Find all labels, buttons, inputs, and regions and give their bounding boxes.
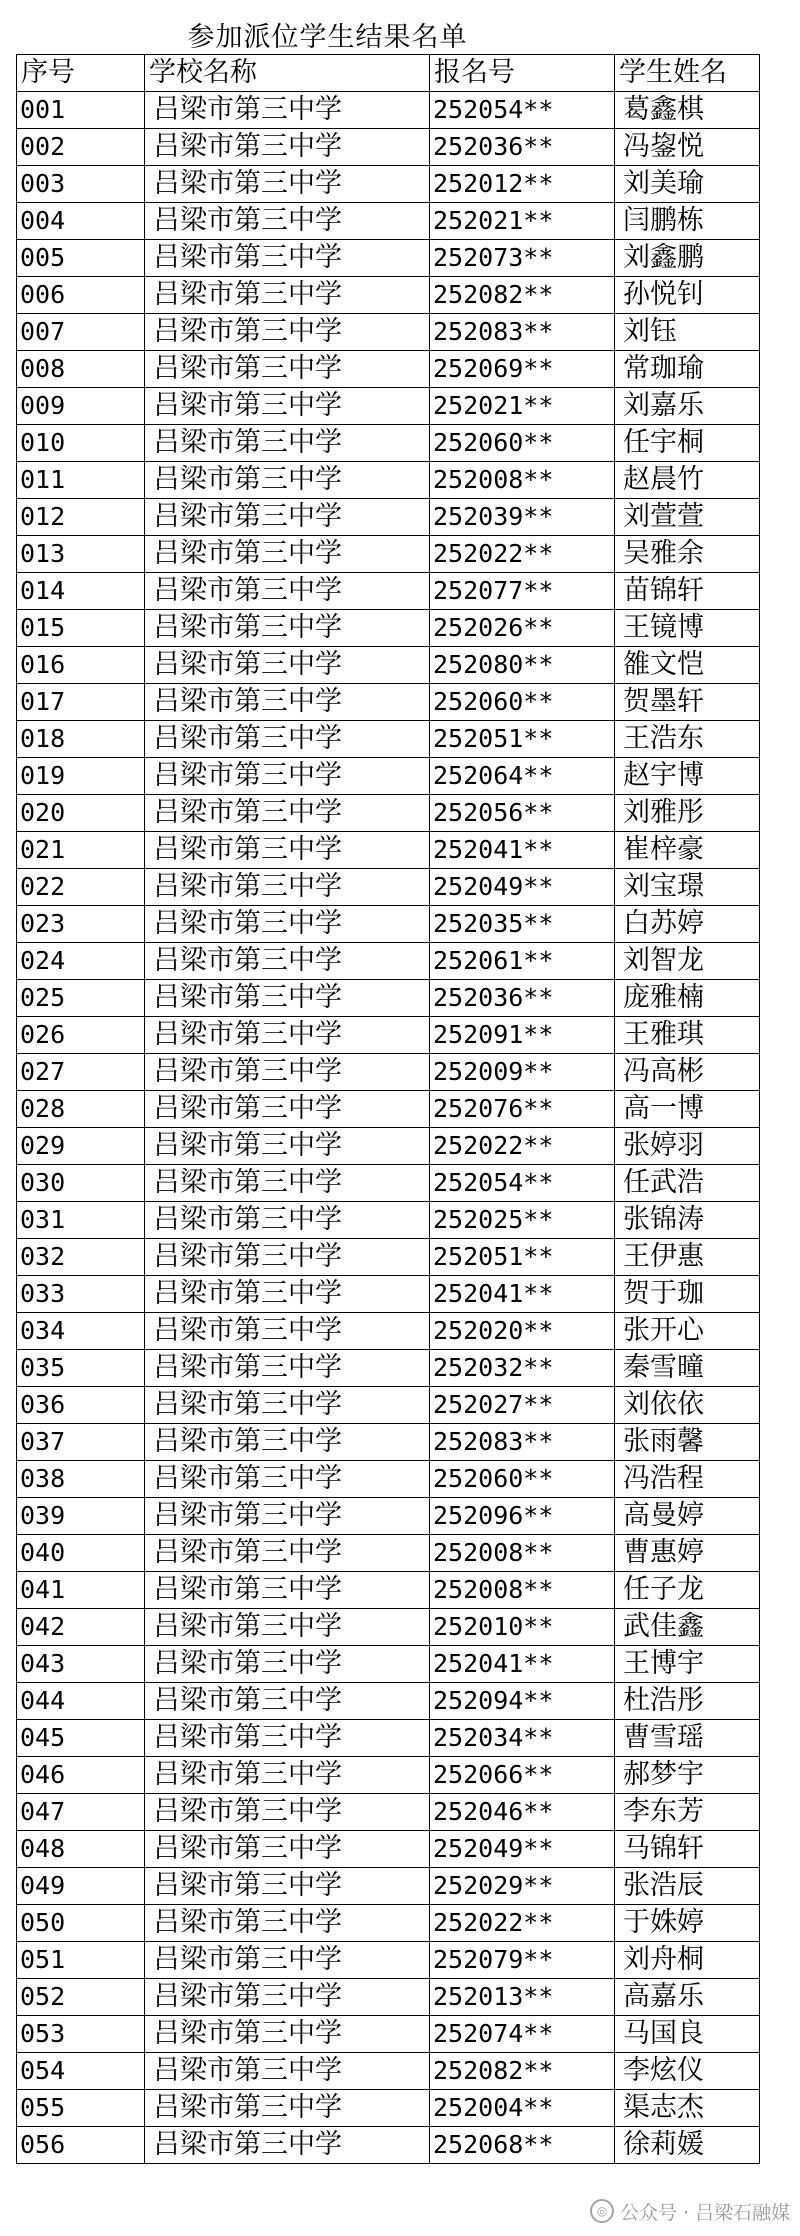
table-row bbox=[17, 314, 760, 351]
serial-cell: 042 bbox=[17, 1609, 145, 1646]
school-cell: 吕梁市第三中学 bbox=[145, 1313, 430, 1350]
student-name-cell: 刘依依 bbox=[615, 1387, 760, 1424]
table-row bbox=[17, 462, 760, 499]
school-cell: 吕梁市第三中学 bbox=[145, 758, 430, 795]
serial-cell: 026 bbox=[17, 1017, 145, 1054]
serial-cell: 036 bbox=[17, 1387, 145, 1424]
school-cell: 吕梁市第三中学 bbox=[145, 1239, 430, 1276]
serial-cell: 045 bbox=[17, 1720, 145, 1757]
table-row bbox=[17, 1498, 760, 1535]
school-cell: 吕梁市第三中学 bbox=[145, 1683, 430, 1720]
school-cell: 吕梁市第三中学 bbox=[145, 943, 430, 980]
table-row bbox=[17, 1054, 760, 1091]
school-cell: 吕梁市第三中学 bbox=[145, 832, 430, 869]
school-cell: 吕梁市第三中学 bbox=[145, 1202, 430, 1239]
reg-number-cell: 252054** bbox=[430, 92, 615, 129]
table-row bbox=[17, 1868, 760, 1905]
student-name-cell: 刘智龙 bbox=[615, 943, 760, 980]
school-cell: 吕梁市第三中学 bbox=[145, 1979, 430, 2016]
reg-number-cell: 252026** bbox=[430, 610, 615, 647]
table-row bbox=[17, 832, 760, 869]
serial-cell: 037 bbox=[17, 1424, 145, 1461]
header-reg-number: 报名号 bbox=[430, 55, 615, 92]
table-row bbox=[17, 2016, 760, 2053]
school-cell: 吕梁市第三中学 bbox=[145, 388, 430, 425]
table-row bbox=[17, 573, 760, 610]
reg-number-cell: 252060** bbox=[430, 1461, 615, 1498]
reg-number-cell: 252012** bbox=[430, 166, 615, 203]
table-row bbox=[17, 1757, 760, 1794]
serial-cell: 017 bbox=[17, 684, 145, 721]
student-name-cell: 杜浩彤 bbox=[615, 1683, 760, 1720]
student-name-cell: 刘嘉乐 bbox=[615, 388, 760, 425]
table-row bbox=[17, 1128, 760, 1165]
serial-cell: 020 bbox=[17, 795, 145, 832]
student-name-cell: 王雅琪 bbox=[615, 1017, 760, 1054]
serial-cell: 048 bbox=[17, 1831, 145, 1868]
student-name-cell: 徐莉媛 bbox=[615, 2127, 760, 2164]
header-school: 学校名称 bbox=[145, 55, 430, 92]
reg-number-cell: 252036** bbox=[430, 129, 615, 166]
serial-cell: 027 bbox=[17, 1054, 145, 1091]
school-cell: 吕梁市第三中学 bbox=[145, 1350, 430, 1387]
header-serial: 序号 bbox=[17, 55, 145, 92]
table-row bbox=[17, 1720, 760, 1757]
school-cell: 吕梁市第三中学 bbox=[145, 1646, 430, 1683]
table-row bbox=[17, 721, 760, 758]
student-name-cell: 秦雪曈 bbox=[615, 1350, 760, 1387]
student-name-cell: 王伊惠 bbox=[615, 1239, 760, 1276]
reg-number-cell: 252069** bbox=[430, 351, 615, 388]
reg-number-cell: 252020** bbox=[430, 1313, 615, 1350]
school-cell: 吕梁市第三中学 bbox=[145, 1017, 430, 1054]
reg-number-cell: 252041** bbox=[430, 1646, 615, 1683]
student-name-cell: 张婷羽 bbox=[615, 1128, 760, 1165]
reg-number-cell: 252074** bbox=[430, 2016, 615, 2053]
reg-number-cell: 252091** bbox=[430, 1017, 615, 1054]
student-name-cell: 于姝婷 bbox=[615, 1905, 760, 1942]
serial-cell: 005 bbox=[17, 240, 145, 277]
school-cell: 吕梁市第三中学 bbox=[145, 2016, 430, 2053]
reg-number-cell: 252010** bbox=[430, 1609, 615, 1646]
serial-cell: 024 bbox=[17, 943, 145, 980]
reg-number-cell: 252013** bbox=[430, 1979, 615, 2016]
school-cell: 吕梁市第三中学 bbox=[145, 1424, 430, 1461]
reg-number-cell: 252076** bbox=[430, 1091, 615, 1128]
table-row bbox=[17, 1424, 760, 1461]
header-row bbox=[17, 55, 760, 92]
table-row bbox=[17, 1276, 760, 1313]
table-row bbox=[17, 1165, 760, 1202]
student-name-cell: 刘鑫鹏 bbox=[615, 240, 760, 277]
reg-number-cell: 252022** bbox=[430, 536, 615, 573]
reg-number-cell: 252035** bbox=[430, 906, 615, 943]
student-name-cell: 渠志杰 bbox=[615, 2090, 760, 2127]
serial-cell: 025 bbox=[17, 980, 145, 1017]
school-cell: 吕梁市第三中学 bbox=[145, 1794, 430, 1831]
reg-number-cell: 252041** bbox=[430, 832, 615, 869]
table-row bbox=[17, 906, 760, 943]
school-cell: 吕梁市第三中学 bbox=[145, 573, 430, 610]
school-cell: 吕梁市第三中学 bbox=[145, 536, 430, 573]
watermark-text: 公众号 · 吕梁石融媒 bbox=[620, 2201, 791, 2224]
table-row bbox=[17, 980, 760, 1017]
serial-cell: 053 bbox=[17, 2016, 145, 2053]
serial-cell: 001 bbox=[17, 92, 145, 129]
table-row bbox=[17, 943, 760, 980]
serial-cell: 031 bbox=[17, 1202, 145, 1239]
reg-number-cell: 252064** bbox=[430, 758, 615, 795]
school-cell: 吕梁市第三中学 bbox=[145, 314, 430, 351]
table-row bbox=[17, 758, 760, 795]
table-row bbox=[17, 647, 760, 684]
table-row bbox=[17, 1979, 760, 2016]
student-name-cell: 武佳鑫 bbox=[615, 1609, 760, 1646]
student-name-cell: 任武浩 bbox=[615, 1165, 760, 1202]
student-name-cell: 冯浩程 bbox=[615, 1461, 760, 1498]
school-cell: 吕梁市第三中学 bbox=[145, 1905, 430, 1942]
student-name-cell: 赵晨竹 bbox=[615, 462, 760, 499]
school-cell: 吕梁市第三中学 bbox=[145, 240, 430, 277]
table-row bbox=[17, 1609, 760, 1646]
reg-number-cell: 252029** bbox=[430, 1868, 615, 1905]
table-row bbox=[17, 1387, 760, 1424]
student-name-cell: 赵宇博 bbox=[615, 758, 760, 795]
reg-number-cell: 252046** bbox=[430, 1794, 615, 1831]
reg-number-cell: 252083** bbox=[430, 1424, 615, 1461]
school-cell: 吕梁市第三中学 bbox=[145, 499, 430, 536]
school-cell: 吕梁市第三中学 bbox=[145, 1276, 430, 1313]
school-cell: 吕梁市第三中学 bbox=[145, 721, 430, 758]
reg-number-cell: 252008** bbox=[430, 1535, 615, 1572]
serial-cell: 003 bbox=[17, 166, 145, 203]
serial-cell: 021 bbox=[17, 832, 145, 869]
student-name-cell: 张雨馨 bbox=[615, 1424, 760, 1461]
school-cell: 吕梁市第三中学 bbox=[145, 1461, 430, 1498]
table-row bbox=[17, 795, 760, 832]
reg-number-cell: 252060** bbox=[430, 684, 615, 721]
table-row bbox=[17, 1942, 760, 1979]
school-cell: 吕梁市第三中学 bbox=[145, 1572, 430, 1609]
serial-cell: 039 bbox=[17, 1498, 145, 1535]
school-cell: 吕梁市第三中学 bbox=[145, 1165, 430, 1202]
school-cell: 吕梁市第三中学 bbox=[145, 351, 430, 388]
table-row bbox=[17, 1683, 760, 1720]
student-name-cell: 高一博 bbox=[615, 1091, 760, 1128]
student-name-cell: 吴雅余 bbox=[615, 536, 760, 573]
student-name-cell: 王浩东 bbox=[615, 721, 760, 758]
table-row bbox=[17, 610, 760, 647]
school-cell: 吕梁市第三中学 bbox=[145, 1831, 430, 1868]
header-student-name: 学生姓名 bbox=[615, 55, 760, 92]
serial-cell: 054 bbox=[17, 2053, 145, 2090]
school-cell: 吕梁市第三中学 bbox=[145, 684, 430, 721]
student-name-cell: 刘美瑜 bbox=[615, 166, 760, 203]
reg-number-cell: 252034** bbox=[430, 1720, 615, 1757]
serial-cell: 043 bbox=[17, 1646, 145, 1683]
student-name-cell: 张锦涛 bbox=[615, 1202, 760, 1239]
school-cell: 吕梁市第三中学 bbox=[145, 2053, 430, 2090]
table-row bbox=[17, 1350, 760, 1387]
serial-cell: 006 bbox=[17, 277, 145, 314]
student-name-cell: 曹惠婷 bbox=[615, 1535, 760, 1572]
school-cell: 吕梁市第三中学 bbox=[145, 425, 430, 462]
reg-number-cell: 252051** bbox=[430, 721, 615, 758]
student-name-cell: 郝梦宇 bbox=[615, 1757, 760, 1794]
serial-cell: 015 bbox=[17, 610, 145, 647]
student-name-cell: 常珈瑜 bbox=[615, 351, 760, 388]
reg-number-cell: 252079** bbox=[430, 1942, 615, 1979]
school-cell: 吕梁市第三中学 bbox=[145, 610, 430, 647]
serial-cell: 002 bbox=[17, 129, 145, 166]
school-cell: 吕梁市第三中学 bbox=[145, 2090, 430, 2127]
serial-cell: 016 bbox=[17, 647, 145, 684]
student-name-cell: 刘宝璟 bbox=[615, 869, 760, 906]
school-cell: 吕梁市第三中学 bbox=[145, 166, 430, 203]
reg-number-cell: 252049** bbox=[430, 869, 615, 906]
reg-number-cell: 252082** bbox=[430, 277, 615, 314]
school-cell: 吕梁市第三中学 bbox=[145, 647, 430, 684]
school-cell: 吕梁市第三中学 bbox=[145, 2127, 430, 2164]
table-row bbox=[17, 1794, 760, 1831]
reg-number-cell: 252027** bbox=[430, 1387, 615, 1424]
reg-number-cell: 252022** bbox=[430, 1905, 615, 1942]
student-name-cell: 葛鑫棋 bbox=[615, 92, 760, 129]
school-cell: 吕梁市第三中学 bbox=[145, 1054, 430, 1091]
reg-number-cell: 252051** bbox=[430, 1239, 615, 1276]
student-name-cell: 刘雅彤 bbox=[615, 795, 760, 832]
student-name-cell: 闫鹏栋 bbox=[615, 203, 760, 240]
serial-cell: 012 bbox=[17, 499, 145, 536]
school-cell: 吕梁市第三中学 bbox=[145, 1757, 430, 1794]
table-row bbox=[17, 203, 760, 240]
table-row bbox=[17, 1091, 760, 1128]
reg-number-cell: 252008** bbox=[430, 462, 615, 499]
student-name-cell: 刘钰 bbox=[615, 314, 760, 351]
student-name-cell: 王镜博 bbox=[615, 610, 760, 647]
school-cell: 吕梁市第三中学 bbox=[145, 1091, 430, 1128]
school-cell: 吕梁市第三中学 bbox=[145, 277, 430, 314]
reg-number-cell: 252066** bbox=[430, 1757, 615, 1794]
school-cell: 吕梁市第三中学 bbox=[145, 906, 430, 943]
student-name-cell: 贺墨轩 bbox=[615, 684, 760, 721]
watermark bbox=[590, 2194, 790, 2228]
reg-number-cell: 252039** bbox=[430, 499, 615, 536]
reg-number-cell: 252049** bbox=[430, 1831, 615, 1868]
reg-number-cell: 252008** bbox=[430, 1572, 615, 1609]
reg-number-cell: 252054** bbox=[430, 1165, 615, 1202]
school-cell: 吕梁市第三中学 bbox=[145, 1498, 430, 1535]
table-row bbox=[17, 1239, 760, 1276]
reg-number-cell: 252036** bbox=[430, 980, 615, 1017]
school-cell: 吕梁市第三中学 bbox=[145, 203, 430, 240]
serial-cell: 007 bbox=[17, 314, 145, 351]
reg-number-cell: 252073** bbox=[430, 240, 615, 277]
serial-cell: 052 bbox=[17, 1979, 145, 2016]
serial-cell: 028 bbox=[17, 1091, 145, 1128]
serial-cell: 011 bbox=[17, 462, 145, 499]
table-row bbox=[17, 351, 760, 388]
serial-cell: 029 bbox=[17, 1128, 145, 1165]
student-name-cell: 高嘉乐 bbox=[615, 1979, 760, 2016]
reg-number-cell: 252056** bbox=[430, 795, 615, 832]
school-cell: 吕梁市第三中学 bbox=[145, 1128, 430, 1165]
table-row bbox=[17, 2090, 760, 2127]
table-row bbox=[17, 240, 760, 277]
reg-number-cell: 252025** bbox=[430, 1202, 615, 1239]
sheet-title: 参加派位学生结果名单 bbox=[187, 21, 468, 53]
serial-cell: 034 bbox=[17, 1313, 145, 1350]
reg-number-cell: 252021** bbox=[430, 203, 615, 240]
serial-cell: 051 bbox=[17, 1942, 145, 1979]
table-row bbox=[17, 1202, 760, 1239]
reg-number-cell: 252009** bbox=[430, 1054, 615, 1091]
serial-cell: 050 bbox=[17, 1905, 145, 1942]
serial-cell: 047 bbox=[17, 1794, 145, 1831]
student-name-cell: 曹雪瑶 bbox=[615, 1720, 760, 1757]
student-name-cell: 李炫仪 bbox=[615, 2053, 760, 2090]
school-cell: 吕梁市第三中学 bbox=[145, 1868, 430, 1905]
reg-number-cell: 252061** bbox=[430, 943, 615, 980]
student-name-cell: 刘舟桐 bbox=[615, 1942, 760, 1979]
table-row bbox=[17, 684, 760, 721]
table-row bbox=[17, 277, 760, 314]
serial-cell: 055 bbox=[17, 2090, 145, 2127]
school-cell: 吕梁市第三中学 bbox=[145, 1720, 430, 1757]
school-cell: 吕梁市第三中学 bbox=[145, 869, 430, 906]
table-row bbox=[17, 2127, 760, 2164]
reg-number-cell: 252094** bbox=[430, 1683, 615, 1720]
table-row bbox=[17, 388, 760, 425]
school-cell: 吕梁市第三中学 bbox=[145, 1535, 430, 1572]
school-cell: 吕梁市第三中学 bbox=[145, 1942, 430, 1979]
school-cell: 吕梁市第三中学 bbox=[145, 462, 430, 499]
student-name-cell: 任子龙 bbox=[615, 1572, 760, 1609]
serial-cell: 035 bbox=[17, 1350, 145, 1387]
table-row bbox=[17, 2053, 760, 2090]
student-name-cell: 雒文恺 bbox=[615, 647, 760, 684]
serial-cell: 041 bbox=[17, 1572, 145, 1609]
student-name-cell: 王博宇 bbox=[615, 1646, 760, 1683]
table-row bbox=[17, 1313, 760, 1350]
serial-cell: 023 bbox=[17, 906, 145, 943]
table-row bbox=[17, 425, 760, 462]
student-name-cell: 张开心 bbox=[615, 1313, 760, 1350]
table-row bbox=[17, 1905, 760, 1942]
serial-cell: 013 bbox=[17, 536, 145, 573]
table-row bbox=[17, 536, 760, 573]
student-name-cell: 孙悦钊 bbox=[615, 277, 760, 314]
reg-number-cell: 252080** bbox=[430, 647, 615, 684]
serial-cell: 008 bbox=[17, 351, 145, 388]
reg-number-cell: 252021** bbox=[430, 388, 615, 425]
reg-number-cell: 252077** bbox=[430, 573, 615, 610]
serial-cell: 019 bbox=[17, 758, 145, 795]
reg-number-cell: 252068** bbox=[430, 2127, 615, 2164]
reg-number-cell: 252082** bbox=[430, 2053, 615, 2090]
serial-cell: 030 bbox=[17, 1165, 145, 1202]
student-name-cell: 张浩辰 bbox=[615, 1868, 760, 1905]
reg-number-cell: 252022** bbox=[430, 1128, 615, 1165]
student-table bbox=[16, 54, 760, 2164]
table-row bbox=[17, 92, 760, 129]
student-name-cell: 白苏婷 bbox=[615, 906, 760, 943]
student-name-cell: 冯鋆悦 bbox=[615, 129, 760, 166]
reg-number-cell: 252041** bbox=[430, 1276, 615, 1313]
table-row bbox=[17, 869, 760, 906]
student-name-cell: 崔梓豪 bbox=[615, 832, 760, 869]
student-name-cell: 贺于珈 bbox=[615, 1276, 760, 1313]
table-row bbox=[17, 1572, 760, 1609]
student-name-cell: 高曼婷 bbox=[615, 1498, 760, 1535]
table-row bbox=[17, 1461, 760, 1498]
school-cell: 吕梁市第三中学 bbox=[145, 1609, 430, 1646]
student-name-cell: 庞雅楠 bbox=[615, 980, 760, 1017]
serial-cell: 032 bbox=[17, 1239, 145, 1276]
serial-cell: 044 bbox=[17, 1683, 145, 1720]
reg-number-cell: 252096** bbox=[430, 1498, 615, 1535]
serial-cell: 049 bbox=[17, 1868, 145, 1905]
school-cell: 吕梁市第三中学 bbox=[145, 795, 430, 832]
serial-cell: 022 bbox=[17, 869, 145, 906]
serial-cell: 018 bbox=[17, 721, 145, 758]
student-name-cell: 马国良 bbox=[615, 2016, 760, 2053]
student-name-cell: 马锦轩 bbox=[615, 1831, 760, 1868]
serial-cell: 010 bbox=[17, 425, 145, 462]
school-cell: 吕梁市第三中学 bbox=[145, 1387, 430, 1424]
student-name-cell: 任宇桐 bbox=[615, 425, 760, 462]
table-row bbox=[17, 1017, 760, 1054]
table-row bbox=[17, 499, 760, 536]
table-row bbox=[17, 1646, 760, 1683]
school-cell: 吕梁市第三中学 bbox=[145, 92, 430, 129]
table-row bbox=[17, 166, 760, 203]
serial-cell: 056 bbox=[17, 2127, 145, 2164]
school-cell: 吕梁市第三中学 bbox=[145, 980, 430, 1017]
reg-number-cell: 252083** bbox=[430, 314, 615, 351]
school-cell: 吕梁市第三中学 bbox=[145, 129, 430, 166]
serial-cell: 009 bbox=[17, 388, 145, 425]
student-name-cell: 苗锦轩 bbox=[615, 573, 760, 610]
student-name-cell: 刘萱萱 bbox=[615, 499, 760, 536]
serial-cell: 004 bbox=[17, 203, 145, 240]
table-row bbox=[17, 1535, 760, 1572]
serial-cell: 040 bbox=[17, 1535, 145, 1572]
reg-number-cell: 252060** bbox=[430, 425, 615, 462]
student-name-cell: 李东芳 bbox=[615, 1794, 760, 1831]
table-row bbox=[17, 129, 760, 166]
student-name-cell: 冯高彬 bbox=[615, 1054, 760, 1091]
wechat-icon: ◎ bbox=[590, 2199, 614, 2223]
reg-number-cell: 252004** bbox=[430, 2090, 615, 2127]
serial-cell: 046 bbox=[17, 1757, 145, 1794]
reg-number-cell: 252032** bbox=[430, 1350, 615, 1387]
serial-cell: 014 bbox=[17, 573, 145, 610]
table-row bbox=[17, 1831, 760, 1868]
serial-cell: 033 bbox=[17, 1276, 145, 1313]
serial-cell: 038 bbox=[17, 1461, 145, 1498]
